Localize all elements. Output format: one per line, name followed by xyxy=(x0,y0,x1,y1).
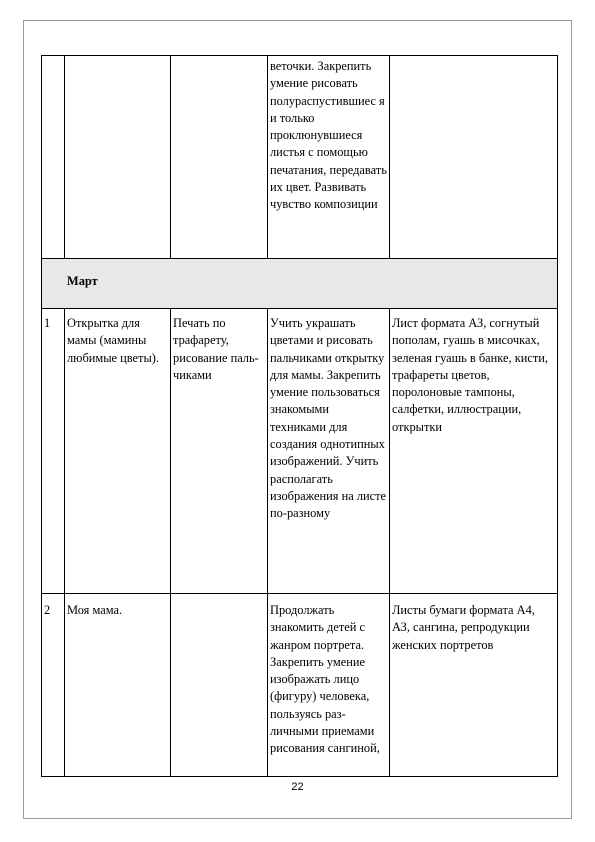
month-label: Март xyxy=(42,259,558,309)
theme-cell xyxy=(65,56,171,259)
technique-cell: Печать по трафарету, рисование пальчиками xyxy=(171,309,268,594)
goals-cell: Учить украшать цветами и рисовать пальчиками открытку для мамы. Закрепить умение пользоваться знакомыми техниками для создания однотипных изображений. Учить располагать изображения на листе по-разному xyxy=(268,309,390,594)
row-number-cell: 1 xyxy=(42,309,65,594)
goals-cell: веточки. Закрепить умение рисовать полураспустившиес я и только проклюнувшиеся листья с помощью печатания, передавать их цвет. Развивать чувство композиции xyxy=(268,56,390,259)
theme-cell: Моя мама. xyxy=(65,594,171,777)
theme-cell: Открытка для мамы (мамины любимые цветы). xyxy=(65,309,171,594)
materials-cell: Лист формата АЗ, согнутый пополам, гуашь в мисочках, зеленая гуашь в банке, кисти, трафареты цветов, поролоновые тампоны, салфетки, иллюстрации, открытки xyxy=(390,309,558,594)
lesson-plan-table xyxy=(41,55,558,777)
goals-cell: Продолжать знакомить детей с жанром портрета. Закрепить умение изображать лицо (фигуру) человека, пользуясь различными приемами рисования сангиной, xyxy=(268,594,390,777)
technique-cell xyxy=(171,594,268,777)
table-row xyxy=(42,56,558,259)
table-row xyxy=(42,309,558,594)
page-number: 22 xyxy=(291,781,304,793)
materials-cell: Листы бумаги формата А4, АЗ, сангина, репродукции женских портретов xyxy=(390,594,558,777)
month-header-row xyxy=(42,259,558,309)
technique-cell xyxy=(171,56,268,259)
row-number-cell xyxy=(42,56,65,259)
table-row xyxy=(42,594,558,777)
materials-cell xyxy=(390,56,558,259)
row-number-cell: 2 xyxy=(42,594,65,777)
